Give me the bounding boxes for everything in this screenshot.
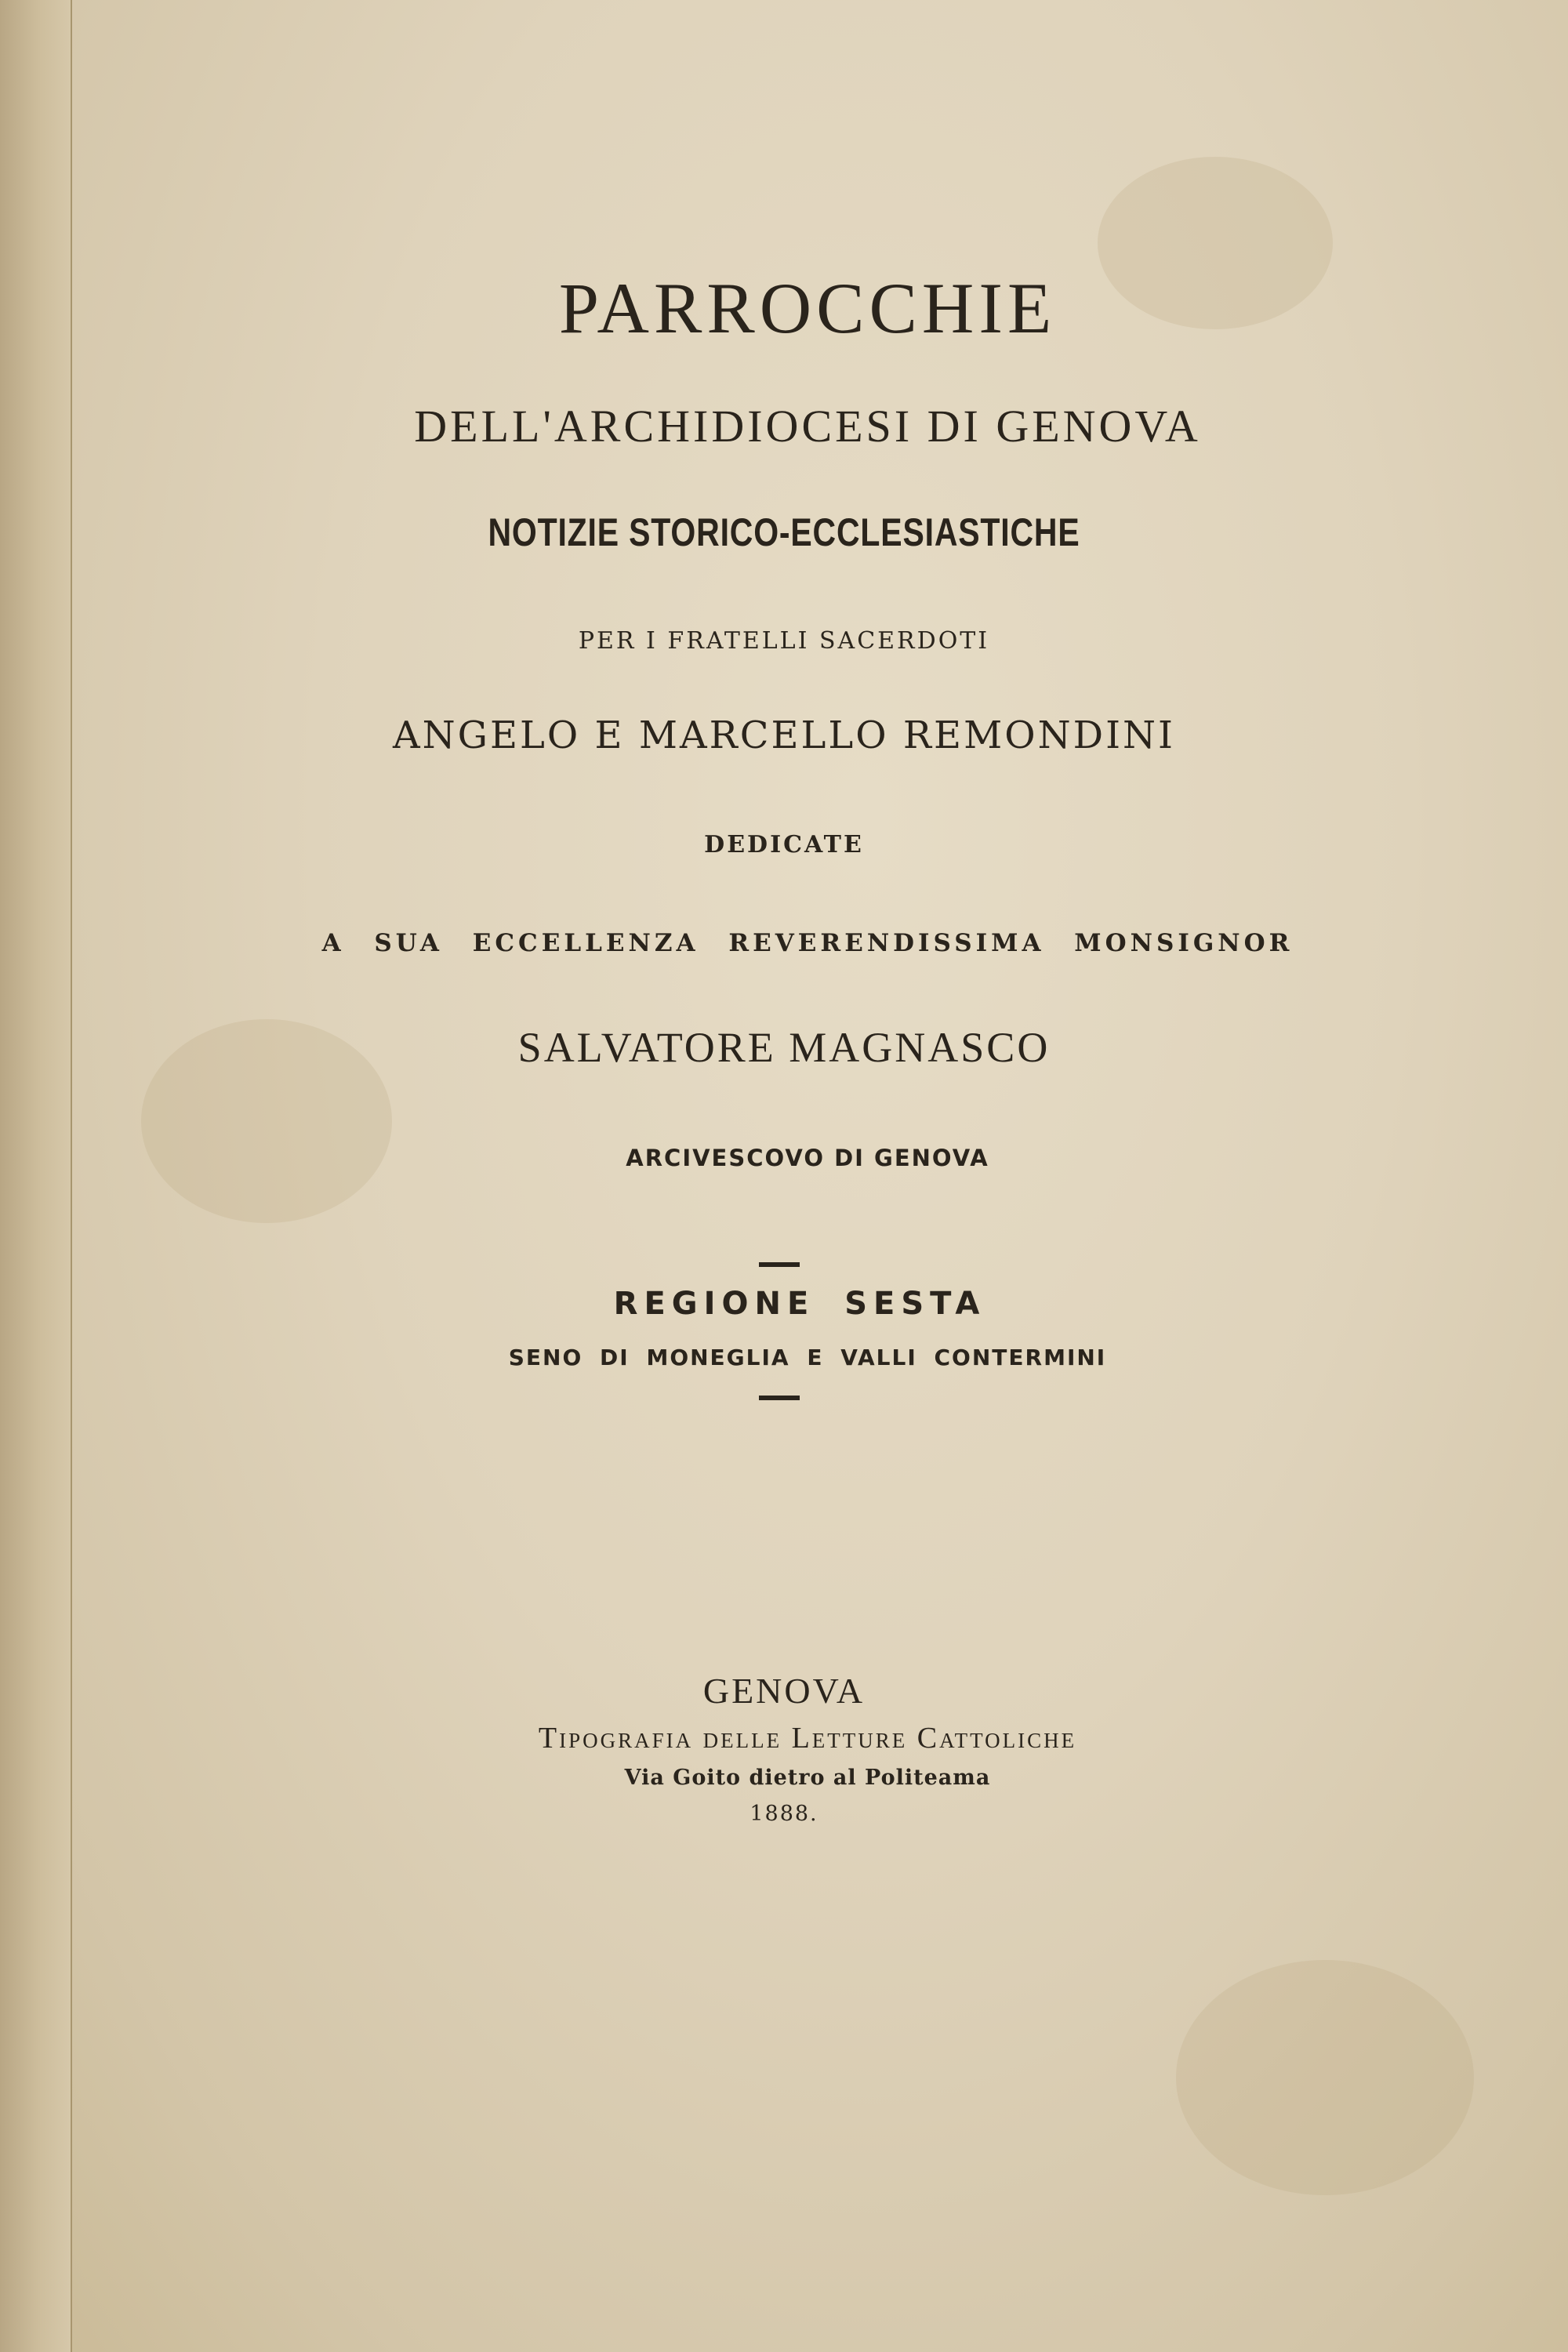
by-line: PER I FRATELLI SACERDOTI	[578, 627, 990, 655]
page-gutter	[0, 0, 72, 2352]
imprint-printer: Tipografia delle Letture Cattoliche	[538, 1722, 1077, 1755]
dedicatee-title: ARCIVESCOVO DI GENOVA	[626, 1145, 989, 1171]
divider-rule	[759, 1396, 800, 1400]
region-heading: REGIONE SESTA	[613, 1286, 986, 1322]
divider-rule	[759, 1262, 800, 1267]
book-description: NOTIZIE STORICO-ECCLESIASTICHE	[488, 510, 1080, 554]
dedicatee-name: SALVATORE MAGNASCO	[517, 1024, 1051, 1071]
region-subtitle: SENO DI MONEGLIA E VALLI CONTERMINI	[508, 1345, 1107, 1370]
dedication-label: DEDICATE	[704, 831, 864, 858]
imprint-year: 1888.	[750, 1802, 818, 1826]
book-subtitle: DELL'ARCHIDIOCESI DI GENOVA	[414, 401, 1201, 452]
imprint-address: Via Goito dietro al Politeama	[624, 1766, 991, 1790]
imprint-city: GENOVA	[702, 1671, 866, 1711]
authors: ANGELO E MARCELLO REMONDINI	[393, 713, 1175, 757]
book-title: PARROCCHIE	[558, 268, 1057, 348]
paper-stain	[1176, 1960, 1474, 2195]
dedication-to: A SUA ECCELLENZA REVERENDISSIMA MONSIGNOR	[321, 929, 1294, 957]
